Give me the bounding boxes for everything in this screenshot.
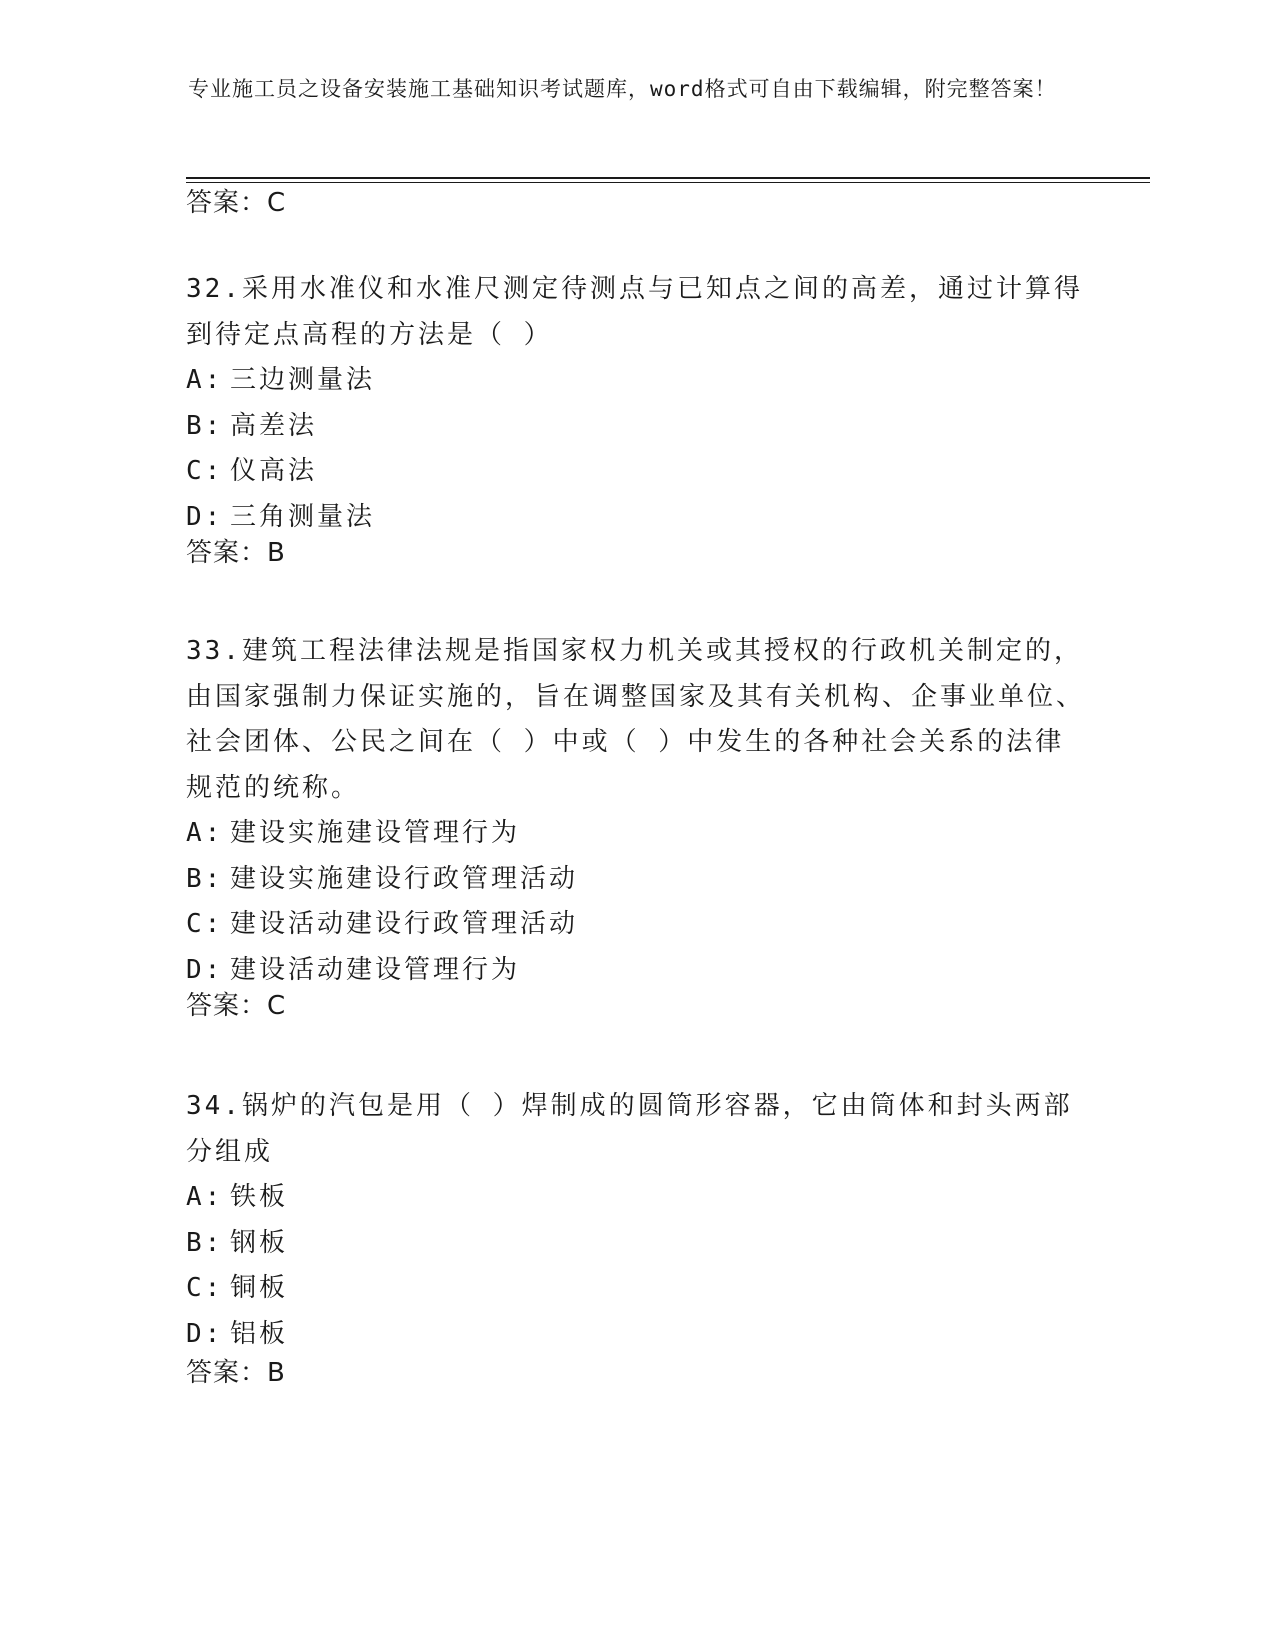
header-rule-thin [186,182,1150,183]
header-text: 专业施工员之设备安装施工基础知识考试题库，word格式可自由下载编辑，附完整答案！ [188,77,1057,101]
option-a [186,1175,1086,1221]
option-key: C: [186,456,224,486]
option-a [186,811,1086,857]
option-key: B: [186,1227,224,1258]
option-text: 铁板 [230,1182,289,1212]
option-key: C: [186,909,224,939]
option-key: A: [186,365,224,395]
option-d [186,1312,1086,1358]
question-34 [186,1084,1086,1357]
option-d [186,495,1086,541]
option-key: A: [186,1182,224,1212]
question-33 [186,629,1086,993]
option-b [186,857,1086,903]
question-stem: 33.建筑工程法律法规是指国家权力机关或其授权的行政机关制定的，由国家强制力保证实施的，旨在调整国家及其有关机构、企事业单位、社会团体、公民之间在（ ）中或（ ）中发生的各种社会关系的法律规范的统称。 [186,636,1086,803]
answer-34: 答案：B [186,1358,286,1388]
option-c [186,1266,1086,1312]
header-rule-thick [186,177,1150,179]
option-b [186,1221,1086,1267]
question-stem: 34.锅炉的汽包是用（ ）焊制成的圆筒形容器，它由筒体和封头两部分组成 [186,1091,1073,1167]
question-32 [186,267,1086,540]
option-d [186,948,1086,994]
option-text: 高差法 [230,410,318,441]
option-text: 铜板 [230,1273,289,1303]
answer-32: 答案：B [186,538,286,568]
option-key: D: [186,1318,224,1349]
option-key: D: [186,954,224,985]
option-text: 建设活动建设管理行为 [230,954,521,985]
option-text: 建设实施建设管理行为 [230,818,521,848]
option-c [186,902,1086,948]
option-a [186,358,1086,404]
option-text: 铝板 [230,1318,289,1349]
option-text: 三角测量法 [230,501,376,532]
option-b [186,404,1086,450]
option-text: 仪高法 [230,456,318,486]
option-text: 三边测量法 [230,365,376,395]
option-c [186,449,1086,495]
option-text: 建设实施建设行政管理活动 [230,863,579,894]
previous-answer: 答案：C [186,188,287,218]
option-key: B: [186,410,224,441]
option-key: D: [186,501,224,532]
document-header [188,72,1068,107]
option-key: B: [186,863,224,894]
option-text: 钢板 [230,1227,289,1258]
question-stem: 32.采用水准仪和水准尺测定待测点与已知点之间的高差，通过计算得到待定点高程的方法是（ ） [186,274,1083,350]
answer-33: 答案：C [186,991,287,1021]
option-key: C: [186,1273,224,1303]
option-text: 建设活动建设行政管理活动 [230,909,579,939]
option-key: A: [186,818,224,848]
